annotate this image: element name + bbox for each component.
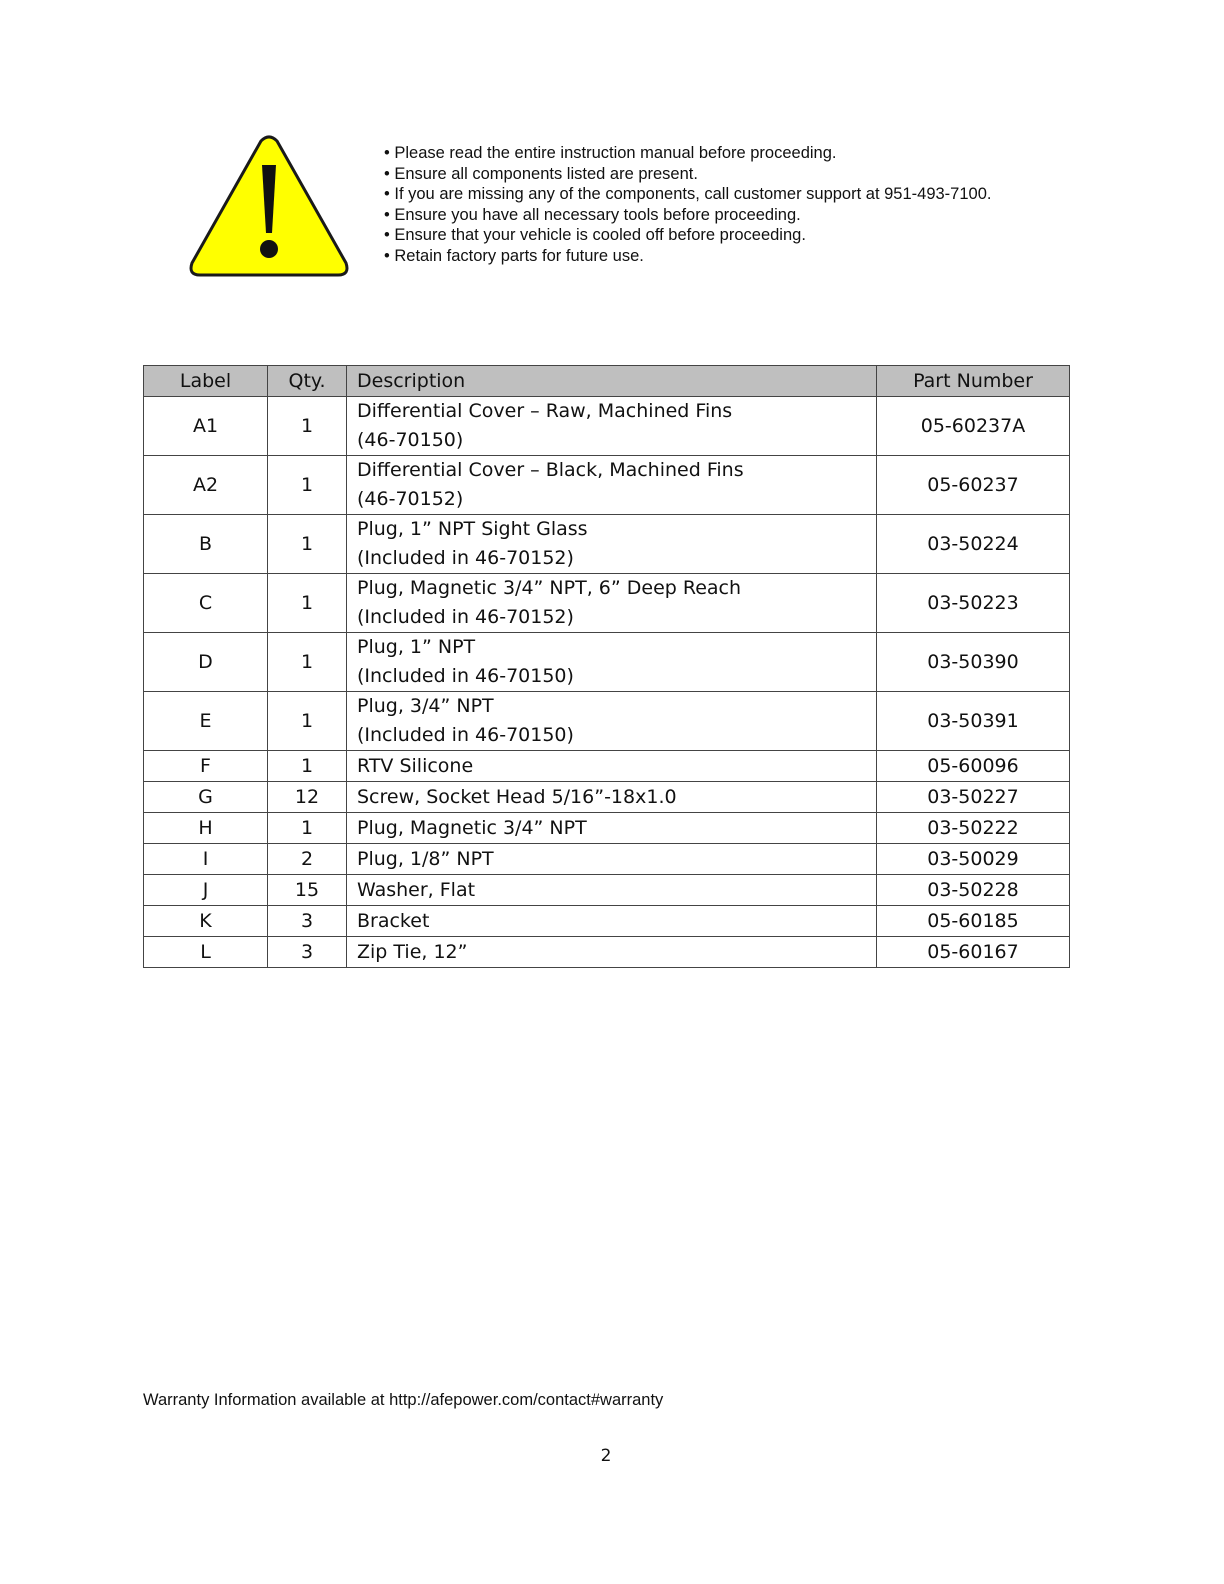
page-number: 2 xyxy=(600,1446,612,1466)
cell-description xyxy=(347,574,877,633)
description-line: Washer, Flat xyxy=(357,879,476,901)
cell-qty: 1 xyxy=(268,751,347,782)
cell-label: E xyxy=(144,692,268,751)
cell-label: H xyxy=(144,813,268,844)
cell-label: D xyxy=(144,633,268,692)
description-line: Plug, 1/8” NPT xyxy=(357,848,494,870)
cell-part-number: 05-60096 xyxy=(877,751,1070,782)
cell-description xyxy=(347,813,877,844)
description-line: (Included in 46-70150) xyxy=(357,665,574,687)
table-row xyxy=(144,574,1070,633)
description-line: (46-70152) xyxy=(357,488,464,510)
header-part-number: Part Number xyxy=(877,366,1070,397)
cell-description xyxy=(347,397,877,456)
table-header-row xyxy=(144,366,1070,397)
cell-part-number: 03-50224 xyxy=(877,515,1070,574)
cell-description xyxy=(347,692,877,751)
cell-label: B xyxy=(144,515,268,574)
header-qty: Qty. xyxy=(268,366,347,397)
cell-description xyxy=(347,751,877,782)
description-line: Screw, Socket Head 5/16”-18x1.0 xyxy=(357,786,677,808)
warning-item: • Ensure that your vehicle is cooled off before proceeding. xyxy=(384,225,991,246)
cell-qty: 15 xyxy=(268,875,347,906)
warning-block xyxy=(188,135,1088,280)
warning-item: • Ensure you have all necessary tools before proceeding. xyxy=(384,205,991,226)
cell-part-number: 03-50029 xyxy=(877,844,1070,875)
description-line: (46-70150) xyxy=(357,429,464,451)
cell-qty: 1 xyxy=(268,813,347,844)
description-line: Plug, 1” NPT xyxy=(357,636,476,658)
cell-label: C xyxy=(144,574,268,633)
cell-part-number: 03-50227 xyxy=(877,782,1070,813)
cell-label: F xyxy=(144,751,268,782)
parts-table-body xyxy=(144,397,1070,968)
description-line: Bracket xyxy=(357,910,430,932)
table-row xyxy=(144,782,1070,813)
description-line: Plug, 1” NPT Sight Glass xyxy=(357,518,588,540)
parts-table xyxy=(143,365,1070,968)
cell-qty: 12 xyxy=(268,782,347,813)
cell-description xyxy=(347,906,877,937)
table-row xyxy=(144,813,1070,844)
cell-qty: 3 xyxy=(268,906,347,937)
cell-part-number: 03-50222 xyxy=(877,813,1070,844)
cell-description xyxy=(347,633,877,692)
description-line: RTV Silicone xyxy=(357,755,474,777)
warning-item: • Please read the entire instruction manual before proceeding. xyxy=(384,143,991,164)
cell-description xyxy=(347,844,877,875)
cell-description xyxy=(347,782,877,813)
table-row xyxy=(144,844,1070,875)
description-line: Plug, 3/4” NPT xyxy=(357,695,494,717)
description-line: (Included in 46-70150) xyxy=(357,724,574,746)
cell-qty: 2 xyxy=(268,844,347,875)
cell-qty: 1 xyxy=(268,456,347,515)
cell-label: L xyxy=(144,937,268,968)
cell-part-number: 05-60237 xyxy=(877,456,1070,515)
cell-qty: 1 xyxy=(268,633,347,692)
cell-label: A1 xyxy=(144,397,268,456)
warning-item: • Retain factory parts for future use. xyxy=(384,246,991,267)
cell-label: J xyxy=(144,875,268,906)
cell-part-number: 03-50228 xyxy=(877,875,1070,906)
cell-description xyxy=(347,937,877,968)
description-line: Plug, Magnetic 3/4” NPT, 6” Deep Reach xyxy=(357,577,742,599)
table-row xyxy=(144,456,1070,515)
description-line: (Included in 46-70152) xyxy=(357,606,574,628)
cell-part-number: 03-50223 xyxy=(877,574,1070,633)
cell-label: A2 xyxy=(144,456,268,515)
table-row xyxy=(144,397,1070,456)
cell-part-number: 05-60185 xyxy=(877,906,1070,937)
cell-part-number: 03-50390 xyxy=(877,633,1070,692)
cell-description xyxy=(347,875,877,906)
table-row xyxy=(144,515,1070,574)
cell-label: K xyxy=(144,906,268,937)
cell-description xyxy=(347,515,877,574)
cell-part-number: 03-50391 xyxy=(877,692,1070,751)
cell-part-number: 05-60237A xyxy=(877,397,1070,456)
cell-qty: 3 xyxy=(268,937,347,968)
warning-triangle-icon xyxy=(188,135,350,277)
warning-list xyxy=(384,143,991,266)
warranty-note: Warranty Information available at http://afepower.com/contact#warranty xyxy=(143,1391,664,1409)
table-row xyxy=(144,751,1070,782)
header-description: Description xyxy=(347,366,877,397)
warning-item: • Ensure all components listed are present. xyxy=(384,164,991,185)
table-row xyxy=(144,692,1070,751)
cell-label: I xyxy=(144,844,268,875)
cell-qty: 1 xyxy=(268,397,347,456)
table-row xyxy=(144,906,1070,937)
description-line: Zip Tie, 12” xyxy=(357,941,468,963)
description-line: Differential Cover – Raw, Machined Fins xyxy=(357,400,733,422)
cell-description xyxy=(347,456,877,515)
cell-qty: 1 xyxy=(268,515,347,574)
cell-qty: 1 xyxy=(268,574,347,633)
table-row xyxy=(144,937,1070,968)
table-row xyxy=(144,875,1070,906)
cell-part-number: 05-60167 xyxy=(877,937,1070,968)
warning-item: • If you are missing any of the components, call customer support at 951-493-7100. xyxy=(384,184,991,205)
cell-qty: 1 xyxy=(268,692,347,751)
table-row xyxy=(144,633,1070,692)
description-line: Plug, Magnetic 3/4” NPT xyxy=(357,817,587,839)
cell-label: G xyxy=(144,782,268,813)
description-line: Differential Cover – Black, Machined Fins xyxy=(357,459,744,481)
description-line: (Included in 46-70152) xyxy=(357,547,574,569)
header-label: Label xyxy=(144,366,268,397)
